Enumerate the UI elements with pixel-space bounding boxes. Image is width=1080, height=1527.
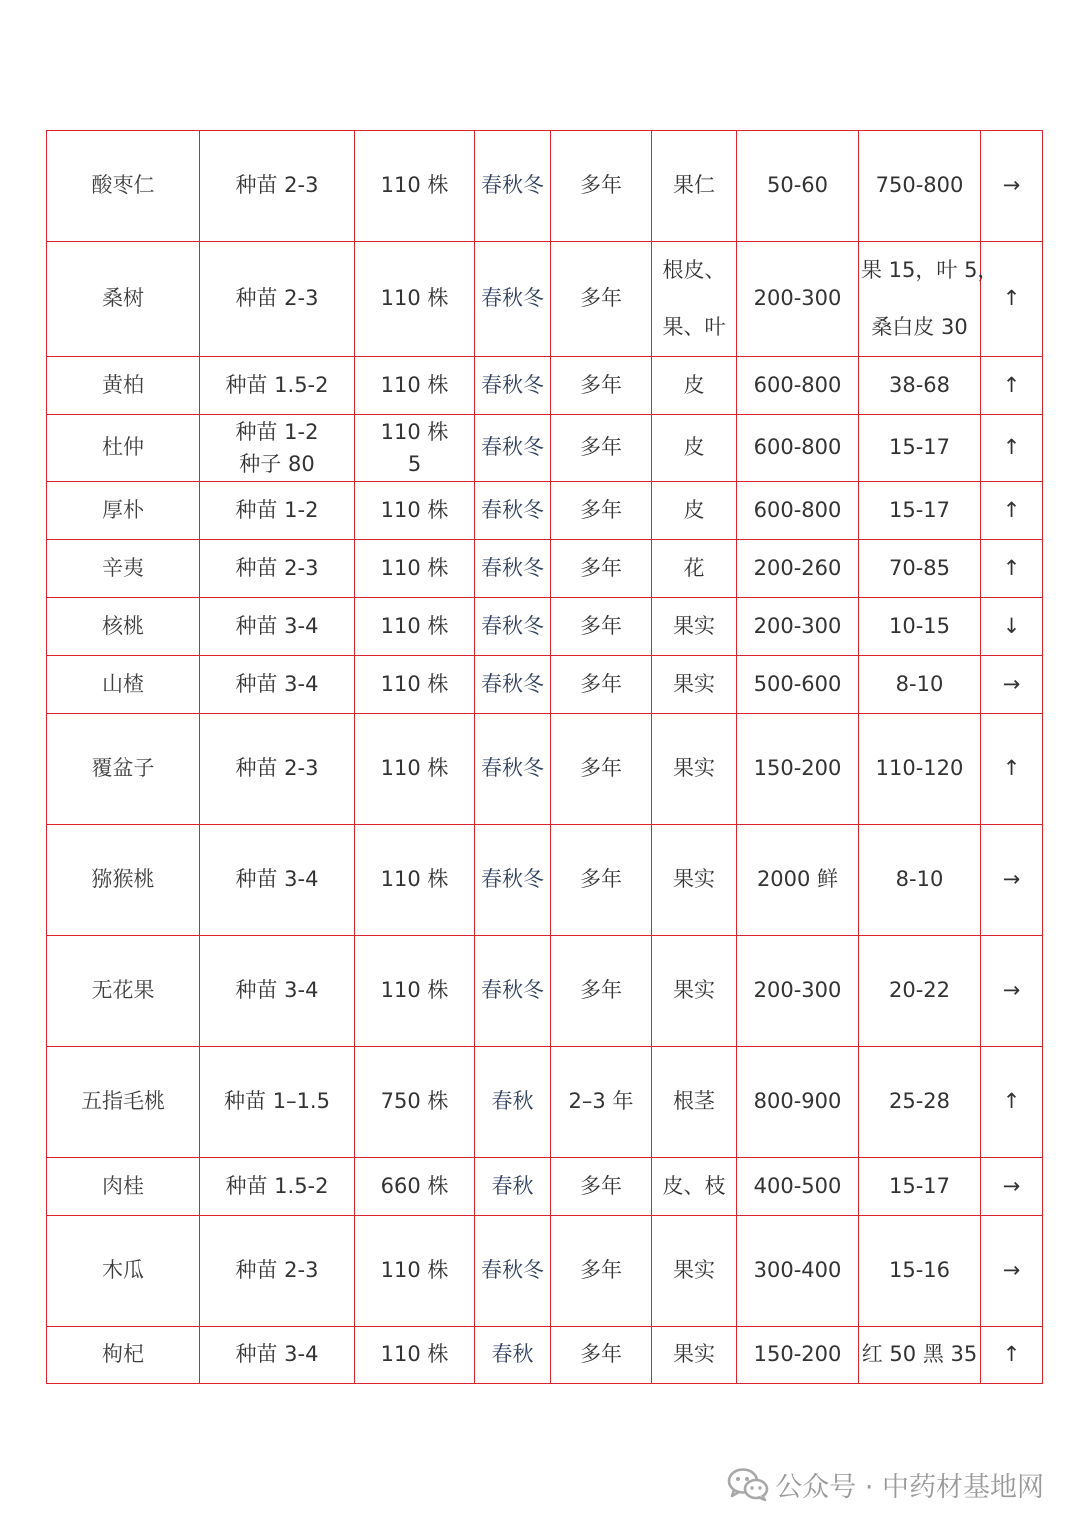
planting-density: 110 株 <box>355 936 475 1047</box>
yield: 600-800 <box>737 357 859 415</box>
yield: 200-300 <box>737 242 859 357</box>
growth-years: 多年 <box>551 415 652 482</box>
table-row <box>47 131 1043 242</box>
planting-season: 春秋 <box>475 1047 551 1158</box>
table-row <box>47 357 1043 415</box>
yield: 400-500 <box>737 1158 859 1216</box>
herb-name: 肉桂 <box>47 1158 200 1216</box>
price: 20-22 <box>859 936 981 1047</box>
planting-density: 750 株 <box>355 1047 475 1158</box>
planting-season: 春秋冬 <box>475 1216 551 1327</box>
yield: 600-800 <box>737 482 859 540</box>
growth-years: 2–3 年 <box>551 1047 652 1158</box>
planting-season: 春秋冬 <box>475 825 551 936</box>
yield: 600-800 <box>737 415 859 482</box>
growth-years: 多年 <box>551 1158 652 1216</box>
planting-season: 春秋冬 <box>475 131 551 242</box>
herb-name: 枸杞 <box>47 1327 200 1384</box>
yield: 500-600 <box>737 656 859 714</box>
yield: 2000 鲜 <box>737 825 859 936</box>
growth-years: 多年 <box>551 1216 652 1327</box>
table-row <box>47 936 1043 1047</box>
planting-density: 110 株 <box>355 1327 475 1384</box>
planting-density: 110 株 <box>355 131 475 242</box>
planting-season: 春秋冬 <box>475 357 551 415</box>
planting-density: 660 株 <box>355 1158 475 1216</box>
growth-years: 多年 <box>551 714 652 825</box>
growth-years: 多年 <box>551 656 652 714</box>
trend-arrow: ↑ <box>981 540 1043 598</box>
planting-density-line: 5 <box>407 452 422 476</box>
planting-density: 110 株 <box>355 714 475 825</box>
price: 8-10 <box>859 825 981 936</box>
price <box>859 242 999 357</box>
yield: 150-200 <box>737 714 859 825</box>
table-row <box>47 1158 1043 1216</box>
medicinal-part: 根茎 <box>652 1047 737 1158</box>
growth-years: 多年 <box>551 357 652 415</box>
price: 25-28 <box>859 1047 981 1158</box>
price-line: 果 15，叶 5， <box>861 258 999 282</box>
table-row <box>47 714 1043 825</box>
table-row <box>47 1216 1043 1327</box>
seedling-spec: 种苗 1-2 <box>200 482 355 540</box>
seedling-spec: 种苗 2-3 <box>200 714 355 825</box>
planting-density <box>355 415 475 482</box>
trend-arrow: ↑ <box>981 242 1043 357</box>
herb-name: 辛夷 <box>47 540 200 598</box>
yield: 800-900 <box>737 1047 859 1158</box>
medicinal-part: 果仁 <box>652 131 737 242</box>
seedling-spec: 种苗 2-3 <box>200 540 355 598</box>
medicinal-part: 皮 <box>652 357 737 415</box>
footer-text: 公众号 · 中药材基地网 <box>775 1471 1044 1503</box>
growth-years: 多年 <box>551 825 652 936</box>
yield: 300-400 <box>737 1216 859 1327</box>
herb-name: 黄柏 <box>47 357 200 415</box>
planting-season: 春秋冬 <box>475 415 551 482</box>
herb-name: 木瓜 <box>47 1216 200 1327</box>
trend-arrow: → <box>981 131 1043 242</box>
seedling-spec: 种苗 3-4 <box>200 936 355 1047</box>
planting-density: 110 株 <box>355 482 475 540</box>
growth-years: 多年 <box>551 540 652 598</box>
planting-density: 110 株 <box>355 242 475 357</box>
trend-arrow: ↑ <box>981 415 1043 482</box>
herb-name: 猕猴桃 <box>47 825 200 936</box>
growth-years: 多年 <box>551 131 652 242</box>
medicinal-part-line: 根皮、 <box>662 258 726 282</box>
herb-name: 核桃 <box>47 598 200 656</box>
medicinal-part: 果实 <box>652 1216 737 1327</box>
table-row <box>47 656 1043 714</box>
medicinal-part <box>652 242 737 357</box>
planting-season: 春秋冬 <box>475 540 551 598</box>
seedling-spec: 种苗 2-3 <box>200 1216 355 1327</box>
seedling-spec: 种苗 2-3 <box>200 131 355 242</box>
trend-arrow: ↑ <box>981 714 1043 825</box>
trend-arrow: ↑ <box>981 1327 1043 1384</box>
price: 38-68 <box>859 357 981 415</box>
yield: 200-260 <box>737 540 859 598</box>
planting-density: 110 株 <box>355 825 475 936</box>
table-row <box>47 1327 1043 1384</box>
price: 110-120 <box>859 714 981 825</box>
table-row <box>47 825 1043 936</box>
seedling-spec: 种苗 1.5-2 <box>200 1158 355 1216</box>
trend-arrow: ↑ <box>981 357 1043 415</box>
trend-arrow: ↑ <box>981 482 1043 540</box>
planting-density: 110 株 <box>355 598 475 656</box>
table-row <box>47 540 1043 598</box>
medicinal-part: 果实 <box>652 825 737 936</box>
trend-arrow: → <box>981 1158 1043 1216</box>
seedling-spec: 种苗 3-4 <box>200 598 355 656</box>
yield: 200-300 <box>737 598 859 656</box>
seedling-spec: 种苗 2-3 <box>200 242 355 357</box>
growth-years: 多年 <box>551 1327 652 1384</box>
seedling-spec-line: 种子 80 <box>239 452 315 476</box>
medicinal-part-line: 果、叶 <box>662 315 726 339</box>
yield: 150-200 <box>737 1327 859 1384</box>
herb-name: 山楂 <box>47 656 200 714</box>
medicinal-part: 果实 <box>652 656 737 714</box>
planting-season: 春秋冬 <box>475 242 551 357</box>
planting-density-line: 110 株 <box>380 420 449 444</box>
trend-arrow: → <box>981 825 1043 936</box>
planting-density: 110 株 <box>355 1216 475 1327</box>
watermark-footer <box>727 1462 1044 1506</box>
medicinal-part: 果实 <box>652 1327 737 1384</box>
planting-season: 春秋 <box>475 1158 551 1216</box>
yield: 200-300 <box>737 936 859 1047</box>
trend-arrow: ↓ <box>981 598 1043 656</box>
seedling-spec <box>200 415 355 482</box>
growth-years: 多年 <box>551 242 652 357</box>
herb-name: 厚朴 <box>47 482 200 540</box>
wechat-icon <box>727 1466 769 1502</box>
medicinal-part: 花 <box>652 540 737 598</box>
herb-name: 覆盆子 <box>47 714 200 825</box>
planting-season: 春秋 <box>475 1327 551 1384</box>
planting-season: 春秋冬 <box>475 656 551 714</box>
table-row <box>47 598 1043 656</box>
table-row <box>47 242 1043 357</box>
medicinal-part: 皮、枝 <box>652 1158 737 1216</box>
seedling-spec: 种苗 1–1.5 <box>200 1047 355 1158</box>
planting-density: 110 株 <box>355 357 475 415</box>
planting-season: 春秋冬 <box>475 598 551 656</box>
seedling-spec-line: 种苗 1-2 <box>235 420 319 444</box>
herb-name: 杜仲 <box>47 415 200 482</box>
growth-years: 多年 <box>551 598 652 656</box>
seedling-spec: 种苗 3-4 <box>200 656 355 714</box>
price: 红 50 黑 35 <box>859 1327 981 1384</box>
price: 10-15 <box>859 598 981 656</box>
herb-name: 酸枣仁 <box>47 131 200 242</box>
medicinal-part: 皮 <box>652 482 737 540</box>
yield: 50-60 <box>737 131 859 242</box>
price: 15-16 <box>859 1216 981 1327</box>
growth-years: 多年 <box>551 936 652 1047</box>
planting-density: 110 株 <box>355 540 475 598</box>
trend-arrow: → <box>981 936 1043 1047</box>
herb-name: 桑树 <box>47 242 200 357</box>
table-row <box>47 1047 1043 1158</box>
price: 15-17 <box>859 482 981 540</box>
planting-season: 春秋冬 <box>475 936 551 1047</box>
herb-name: 五指毛桃 <box>47 1047 200 1158</box>
seedling-spec: 种苗 1.5-2 <box>200 357 355 415</box>
trend-arrow: → <box>981 1216 1043 1327</box>
table-row <box>47 482 1043 540</box>
table-row <box>47 415 1043 482</box>
medicinal-part: 皮 <box>652 415 737 482</box>
seedling-spec: 种苗 3-4 <box>200 825 355 936</box>
planting-season: 春秋冬 <box>475 714 551 825</box>
seedling-spec: 种苗 3-4 <box>200 1327 355 1384</box>
price: 70-85 <box>859 540 981 598</box>
growth-years: 多年 <box>551 482 652 540</box>
price: 8-10 <box>859 656 981 714</box>
trend-arrow: → <box>981 656 1043 714</box>
planting-density: 110 株 <box>355 656 475 714</box>
medicinal-part: 果实 <box>652 936 737 1047</box>
herb-table <box>46 130 1043 1384</box>
price-line: 桑白皮 30 <box>871 315 968 339</box>
medicinal-part: 果实 <box>652 714 737 825</box>
planting-season: 春秋冬 <box>475 482 551 540</box>
herb-name: 无花果 <box>47 936 200 1047</box>
trend-arrow: ↑ <box>981 1047 1043 1158</box>
price: 15-17 <box>859 415 981 482</box>
price: 15-17 <box>859 1158 981 1216</box>
medicinal-part: 果实 <box>652 598 737 656</box>
price: 750-800 <box>859 131 981 242</box>
